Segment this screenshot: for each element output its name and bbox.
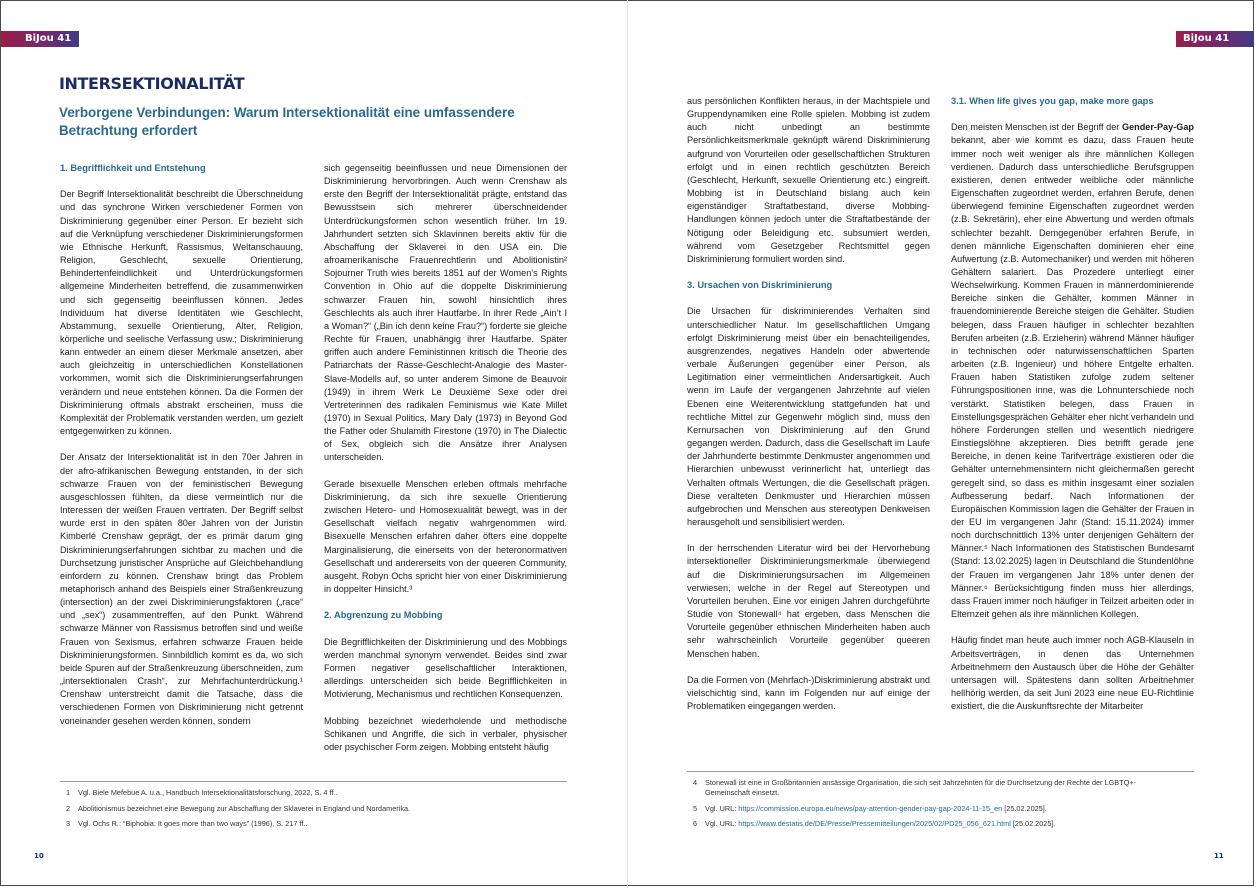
magazine-tag-right: BiJou 41 [1176, 31, 1254, 47]
footnote-prefix: Vgl. URL: [705, 819, 739, 828]
section-heading: 1. Begrifflichkeit und Entstehung [60, 163, 206, 173]
paragraph: Da die Formen von (Mehrfach-)Diskriminierung abstrakt und vielschichtig sind, kann im Folgenden nur auf einige der Problematiken eingegangen werden. [687, 674, 930, 712]
text-column-3 [687, 95, 930, 726]
page-number-left: 10 [34, 852, 44, 860]
paragraph-text: Den meisten Menschen ist der Begriff der [951, 122, 1122, 133]
paragraph: Die Ursachen für diskriminierendes Verhalten sind unterschiedlicher Natur. Im gesellschaftlichen Umgang erfolgt Diskriminierung meist über ein benachteiligendes, ausgrenzendes, negatives Handeln oder abwertende verbale Äußerungen gegenüber einer Person, als Legitimation einer vermeintlichen Andersartigkeit. Auch wenn im Laufe der vergangenen Jahrzehnte auf vielen Ebenen eine Weiterentwicklung stattgefunden hat und rechtliche Mittel zur Gegenwehr möglich sind, muss den Kernursachen von Diskriminierung auf den Grund gegangen werden. Dadurch, dass die Gesellschaft im Laufe der Jahrhunderte bestimmte Denkmuster angenommen und Hierarchien unbewusst verinnerlicht hat, unterliegt das Verhalten oftmals Wertungen, die die Gesellschaft prägen. Diese veralteten Denkmuster und Hierarchien müssen aufgebrochen und Menschen aus stereotypen Denkweisen herausgeholt und sensibilisiert werden. [687, 306, 930, 527]
text-column-2 [324, 162, 567, 767]
paragraph: Der Ansatz der Intersektionalität ist in den 70er Jahren in der afro-afrikanischen Bewegung entstanden, in der sich schwarze Frauen von der feministischen Bewegung ausgeschlossen fühlten, da diese vermeintlich nur die Interessen der weißen Frauen vertraten. Der Begriff selbst wurde erst in den späten 80er Jahren von der Juristin Kimberlé Crenshaw geprägt, der es primär darum ging Diskriminierungserfahrungen sichtbar zu machen und die Durchsetzung juristischer Ansprüche auf Gleichbehandlung einfordern zu können. Crenshaw bringt das Problem metaphorisch anhand des Beispiels einer Straßenkreuzung (intersection) an der zwei Diskriminierungsfaktoren („race“ und „sex“) zusammentreffen, auf den Punkt. Während schwarze Männer von Rassismus betroffen sind und weiße Frauen von Sexismus, erfahren schwarze Frauen beide Diskriminierungsformen. Sinnbildlich kommt es da, wo sich beide Spuren auf der Straßenkreuzung überschneiden, zum „intersektionalen Crash“, zur Mehrfachunterdrückung.¹ Crenshaw unterstreicht damit die Tatsache, dass die verschiedenen Formen von Diskriminierung nicht getrennt voneinander gesehen werden können, sondern [60, 452, 303, 726]
article-subtitle: Verborgene Verbindungen: Warum Intersektionalität eine umfassendere Betrachtung erfordert [59, 105, 515, 138]
footnote-text: Vgl. Biele Mefebue A. u.a., Handbuch Intersektionalitätsforschung, 2022, S. 4 ff.. [78, 788, 338, 797]
paragraph: aus persönlichen Konflikten heraus, in der Machtspiele und Gruppendynamiken eine Rolle spielen. Mobbing ist zudem auch nicht unbedingt an bestimmte Persönlichkeitsmerkmale geknüpft wärend Diskriminierung aufgrund von Vorurteilen oder gesellschaftlichen Strukturen erfolgt und in einen rechtlich geschützten Bereich (Geschlecht, Herkunft, sexuelle Orientierung etc.) eingreift. Mobbing ist in Deutschland bislang auch kein eigenständiger Straftatbestand, diverse Mobbing-Handlungen können jedoch unter die Straftatbestände der Nötigung oder Beleidigung etc. subsumiert werden, während vom Gesetzgeber Rechtsmittel gegen Diskriminierung formuliert worden sind. [687, 96, 930, 264]
footnote-number: 6 [693, 819, 698, 828]
footnote-prefix: Vgl. URL: [705, 803, 739, 813]
footnote-number: 1 [66, 788, 71, 797]
paragraph: Häufig findet man heute auch immer noch AGB-Klauseln in Arbeitsverträgen, in denen das Unternehmen Arbeitnehmern den Austausch über die Höhe der Gehälter untersagen will. Spätestens dann sollten Arbeitnehmer hellhörig werden, da seit Juni 2023 eine neue EU-Richtlinie existiert, die die Auskunftsrechte der Mitarbeiter [951, 635, 1194, 712]
text-column-4 [951, 95, 1194, 726]
footnote [60, 788, 567, 798]
paragraph-text: bekannt, aber wie kommt es dazu, dass Frauen heute immer noch weit weniger als ihre männlichen Kollegen verdienen. Dadurch dass unterschiedliche Berufsgruppen existieren, denen entweder weibliche oder männliche Eigenschaften zugeordnet werden, erfahren Berufe, denen überwiegend feminine Eigenschaften zugeordnet werden (z.B. Sekretärin), eher eine Abwertung und werden oftmals schlechter bezahlt. Demgegenüber erfahren Berufe, in denen männliche Eigenschaften dominieren eher eine Aufwertung (z.B. Automechaniker) und werden mit höheren Gehältern salariert. Das Prozedere unterliegt einer Wechselwirkung. Kommen Frauen in männerdominierende Bereiche sinken die Gehälter, kommen Männer in frauendominierende Bereiche steigen die Gehälter. Studien belegen, dass Frauen häufiger in schlechter bezahlten Berufen arbeiten (z.B. Erzieherin) während Männer häufiger in technischen oder naturwissenschaftlichen Sparten arbeiten (z.B. Ingenieur) und höhere Entgelte erhalten. Frauen haben Statistiken zufolge zudem seltener Führungspositionen inne, was die Lohnunterschiede noch verstärkt. Statistiken belegen, dass Frauen in Einstellungsgesprächen Gehälter eher nicht verhandeln und höhere Forderungen stellen und wesentlich niedrigere Einstiegslöhne akzeptieren. Dies betrifft gerade jene Bereiche, in denen keine Tarifverträge existieren oder die Gehälter unternehmensintern nicht gleichermaßen gerecht geregelt sind, so dass es mithin insgesamt einer sozialen Aufbesserung bedarf. Nach Informationen der Europäischen Kommission lagen die Gehälter der Frauen in der EU im vergangenen Jahr (Stand: 15.11.2024) immer noch durchschnittlich 13% unter denjenigen Gehältern der Männer.⁵ Nach Informationen des Statistischen Bundesamt (Stand: 13.02.2025) lagen in Deutschland die Stundenlöhne der Frauen im vergangenen Jahr 18% unter denen der Männer.⁶ Berücksichtigung finden muss hier allerdings, dass Frauen immer noch häufiger in Teilzeit arbeiten oder in Elternzeit gehen als ihre männlichen Kollegen. [951, 135, 1194, 620]
footnote-divider-left [60, 781, 567, 782]
text-column-1 [60, 162, 303, 741]
footnote-suffix: [25.02.2025]. [1010, 819, 1056, 828]
page-number-right: 11 [1214, 852, 1224, 860]
article-title: INTERSEKTIONALITÄT [59, 74, 245, 93]
bold-term: Gender-Pay-Gap [1121, 122, 1194, 133]
footnote-link[interactable]: https://commission.europa.eu/news/pay-attention-gender-pay-gap-2024-11-15_en [738, 803, 1003, 813]
paragraph: sich gegenseitig beeinflussen und neue Dimensionen der Diskriminierung hervorbringen. Auch wenn Crenshaw als erste den Begriff der Intersektionalität prägte, entstand das Bewusstsein sich mehrerer überschneidender Unterdrückungsformen schon wesentlich früher. Im 19. Jahrhundert setzten sich Sklavinnen bereits aktiv für die Abschaffung der Sklaverei in den USA ein. Die afroamerikanische Frauenrechtlerin und Abolitionistin² Sojourner Truth wies bereits 1851 auf der Women’s Rights Convention in Ohio auf die doppelte Diskriminierung schwarzer Frauen hin, sowohl hinsichtlich ihres Geschlechts als auch ihrer Hautfarbe. In ihrer Rede „Ain’t I a Woman?“ („Bin ich denn keine Frau?“) forderte sie gleiche Rechte für Frauen, unabhängig ihrer Hautfarbe. Später griffen auch andere Feministinnen kritisch die Theorie des Patriarchats der Rasse-Geschlecht-Analogie des Master-Slave-Modells auf, so unter anderem Simone de Beauvoir (1949) in ihrem Werk Le Deuxième Sexe oder drei Vertreterinnen des radikalen Feminismus wie Kate Millet (1970) in Sexual Politics, Mary Daly (1973) in Beyond God the Father oder Shulamith Firestone (1970) in The Dialectic of Sex, obgleich sich die Ansätze ihrer Analysen unterscheiden. [324, 163, 567, 463]
footnote [687, 819, 1167, 829]
paragraph: Mobbing bezeichnet wiederholende und methodische Schikanen und Angriffe, die sich in verbaler, physischer oder psychischer Form zeigen. Mobbing entsteht häufig [324, 715, 567, 752]
footnote [60, 819, 567, 829]
footnote [687, 778, 1167, 798]
magazine-tag-left: BiJou 41 [1, 31, 79, 47]
footnote-text: Vgl. Ochs R.: “Biphobia: It goes more than two ways” (1996), S. 217 ff.. [78, 819, 308, 828]
section-heading: 3.1. When life gives you gap, make more gaps [951, 96, 1154, 106]
footnote [60, 804, 567, 814]
section-heading: 2. Abgrenzung zu Mobbing [324, 610, 443, 621]
footnote-number: 2 [66, 803, 71, 813]
footnote-text: Stonewall ist eine in Großbritannien ansässige Organisation, die sich seit Jahrzehnten für die Durchsetzung der Rechte der LGBTQ+-Gemeinschaft einsetzt. [705, 778, 1136, 797]
paragraph: In der herrschenden Literatur wird bei der Hervorhebung intersektioneller Diskriminierungsmerkmale überwiegend auf die Diskriminierungsursachen im Allgemeinen verwiesen, welche in der Regel auf Stereotypen und Vorurteilen beruhen. Eine vor einigen Jahren durchgeführte Studie von Stonewall⁴ hat ergeben, dass Menschen die Vorurteile gegenüber ethnischen Minderheiten haben auch sehr wahrscheinlich Vorurteile gegenüber queeren Menschen haben. [687, 543, 930, 659]
footnote-suffix: [25.02.2025]. [1002, 803, 1047, 813]
footnote-text: Abolitionismus bezeichnet eine Bewegung zur Abschaffung der Sklaverei in England und Nordamerika. [78, 803, 411, 813]
footnote-number: 3 [66, 819, 71, 828]
spread-gutter [627, 0, 628, 888]
section-heading: 3. Ursachen von Diskriminierung [687, 280, 833, 291]
paragraph [951, 121, 1194, 621]
footnote-divider-right [687, 771, 1194, 772]
paragraph: Der Begriff Intersektionalität beschreibt die Überschneidung und das synchrone Wirken verschiedener Formen von Diskriminierung gegenüber einer Person. Er bezieht sich auf die Verknüpfung verschiedener Diskriminierungsformen wie Ethnische Herkunft, Rassismus, Weltanschauung, Religion, Geschlecht, sexuelle Orientierung, Behindertenfeindlichkeit und Unterdrückungsformen allgemeine Minderheiten betreffend, die zusammenwirken und sich gegenseitig beeinflussen können. Jedes Individuum hat diverse Identitäten wie Geschlecht, Abstammung, sexuelle Orientierung, Alter, Religion, körperliche und seelische Verfassung usw.; Diskriminierung kann entweder an einem dieser Merkmale ansetzen, aber auch gleichzeitig in unterschiedlichen Konstellationen vorkommen, womit sich die Diskriminierungserfahrungen verändern und neue entstehen können. Da die Formen der Diskriminierung oftmals abstrakt erscheinen, muss die Komplexität der Problematik verstanden werden, um gezielt entgegenwirken zu können. [60, 189, 303, 437]
paragraph: Die Begrifflichkeiten der Diskriminierung und des Mobbings werden manchmal synonym verwendet. Beides sind zwar Formen negativer gesellschaftlicher Interaktionen, allerdings unterscheiden sich beide Begrifflichkeiten in Motivierung, Mechanismus und rechtlichen Konsequenzen. [324, 636, 567, 700]
paragraph: Gerade bisexuelle Menschen erleben oftmals mehrfache Diskriminierung, da sich ihre sexuelle Orientierung zwischen Hetero- und Homosexualität bewegt, was in der Gesellschaft vielfach negativ wahrgenommen wird. Bisexuelle Menschen erfahren daher öfters eine doppelte Marginalisierung, die einerseits von der heteronormativen Gesellschaft und andererseits von der queeren Community, ausgeht. Robyn Ochs spricht hier von einer Diskriminierung in doppelter Hinsicht.³ [324, 478, 567, 594]
footnote [687, 804, 1167, 814]
footnote-link[interactable]: https://www.destatis.de/DE/Presse/Pressemitteilungen/2025/02/PD25_056_621.html [738, 819, 1011, 828]
footnote-number: 5 [693, 803, 698, 813]
footnotes-right [687, 778, 1167, 835]
footnotes-left [60, 788, 567, 835]
footnote-number: 4 [693, 778, 698, 787]
